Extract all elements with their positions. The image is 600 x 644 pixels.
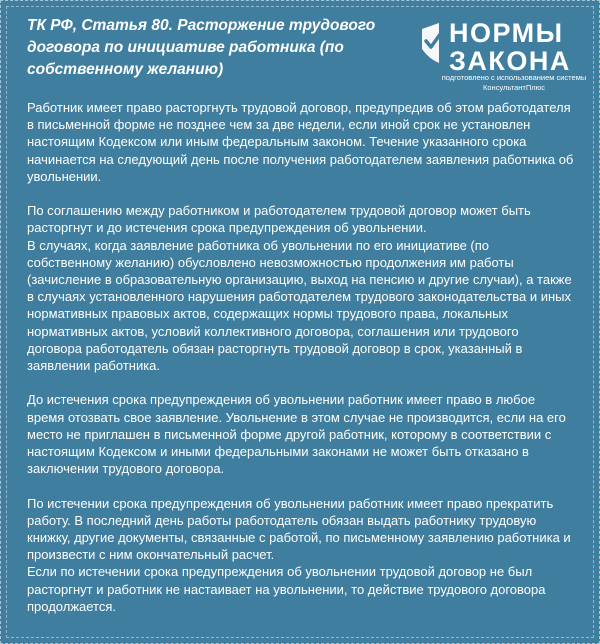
logo-line-1: НОРМЫ: [449, 18, 564, 48]
paragraph: Если по истечении срока предупреждения об увольнении трудовой договор не был расторгнут и работник не настаивает на увольнении, то действие трудового договора продолжается.: [27, 564, 546, 614]
paragraph: По соглашению между работником и работодателем трудовой договор может быть расторгнут и до истечения срока предупреждения об увольнении.: [27, 203, 531, 236]
page-title: ТК РФ, Статья 80. Расторжение трудового договора по инициативе работника (по собственному желанию): [27, 17, 376, 78]
logo-line-2: ЗАКОНА: [449, 46, 571, 76]
logo: [419, 15, 589, 93]
paragraph: По истечении срока предупреждения об увольнении работник имеет право прекратить работу. В последний день работы работодатель обязан выдать работнику трудовую книжку, другие документы, связанные с работой, по письменному заявлению работника и произвести с ним окончательный расчет.: [27, 495, 571, 563]
shield-check-icon: [419, 19, 449, 73]
paragraph: До истечения срока предупреждения об увольнении работник имеет право в любое время отозвать свое заявление. Увольнение в этом случае не производится, если на его место не приглашен в письменной форме другой работник, которому в соответствии с настоящим Кодексом и иными федеральными законами не может быть отказано в заключении трудового договора.: [27, 392, 566, 477]
article-body: [27, 99, 575, 615]
paragraph: Работник имеет право расторгнуть трудовой договор, предупредив об этом работодателя в письменной форме не позднее чем за две недели, если иной срок не установлен настоящим Кодексом или иным федеральным законом. Течение указанного срока начинается на следующий день после получения работодателем заявления работника об увольнении.: [27, 100, 574, 184]
paragraph: В случаях, когда заявление работника об увольнении по его инициативе (по собственному желанию) обусловлено невозможностью продолжения им работы (зачисление в образовательную организацию, выход на пенсию и другие случаи), а также в случаях установленного нарушения работодателем трудового законодательства и иных нормативных правовых актов, содержащих нормы трудового права, локальных нормативных актов, условий коллективного договора, соглашения или трудового договора работодатель обязан расторгнуть трудовой договор в срок, указанный в заявлении работника.: [27, 237, 572, 374]
logo-subtitle: подготовлено с использованием системы КонсультантПлюс: [441, 73, 587, 92]
